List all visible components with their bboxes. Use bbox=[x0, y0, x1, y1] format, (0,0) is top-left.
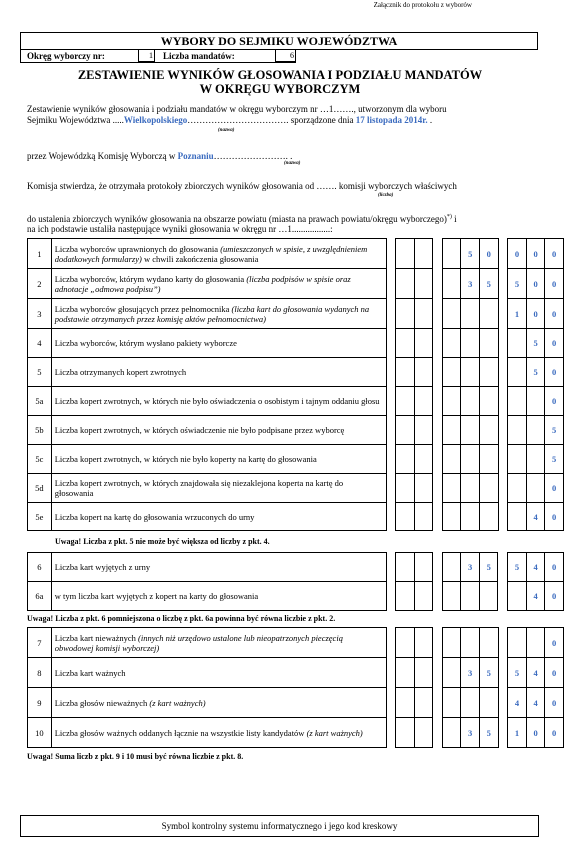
digit-cell: 5 bbox=[479, 553, 498, 582]
digit-cell: 5 bbox=[526, 358, 545, 387]
digit-cell: 4 bbox=[526, 582, 545, 611]
spacer-cell bbox=[433, 299, 443, 329]
digit-cell bbox=[480, 358, 499, 387]
row-description: Liczba kopert zwrotnych, w których znajdowała się niezaklejona koperta na kartę do głosowania bbox=[51, 474, 386, 503]
spacer-cell bbox=[386, 269, 396, 299]
digit-cell bbox=[508, 628, 527, 658]
digit-cell bbox=[461, 582, 480, 611]
spacer-cell bbox=[498, 718, 508, 748]
digit-cell bbox=[396, 387, 414, 416]
digit-cell bbox=[443, 239, 461, 269]
results-table-a bbox=[27, 238, 564, 531]
date-value: 17 listopada 2014r. bbox=[355, 115, 428, 125]
spacer-cell bbox=[386, 416, 396, 445]
digit-cell bbox=[414, 329, 432, 358]
digit-cell bbox=[396, 474, 414, 503]
digit-cell: 5 bbox=[545, 416, 564, 445]
digit-cell bbox=[396, 239, 414, 269]
spacer-cell bbox=[498, 416, 508, 445]
digit-cell bbox=[396, 416, 414, 445]
table-row bbox=[28, 718, 564, 748]
spacer-cell bbox=[386, 503, 396, 531]
row-number: 10 bbox=[28, 718, 52, 748]
digit-cell: 0 bbox=[480, 239, 499, 269]
digit-cell: 0 bbox=[545, 239, 564, 269]
digit-cell bbox=[461, 299, 480, 329]
digit-cell bbox=[508, 329, 527, 358]
spacer-cell bbox=[386, 299, 396, 329]
digit-cell: 1 bbox=[508, 299, 527, 329]
intro-line: Zestawienie wyników głosowania i podziału mandatów w okręgu wyborczym nr …1……., utworzonym dla wyboru bbox=[27, 104, 447, 114]
digit-cell bbox=[526, 416, 545, 445]
section-heading bbox=[30, 68, 530, 96]
row-number: 9 bbox=[28, 688, 52, 718]
digit-cell bbox=[526, 628, 545, 658]
row-description: Liczba głosów ważnych oddanych łącznie na wszystkie listy kandydatów (z kart ważnych) bbox=[51, 718, 386, 748]
row-number: 6a bbox=[28, 582, 52, 611]
digit-cell bbox=[414, 553, 432, 582]
row-number: 1 bbox=[28, 239, 52, 269]
row-description: Liczba otrzymanych kopert zwrotnych bbox=[51, 358, 386, 387]
note-2: Uwaga! Liczba z pkt. 6 pomniejszona o liczbę z pkt. 6a powinna być równa liczbie z pkt. 2. bbox=[27, 614, 336, 623]
row-number: 7 bbox=[28, 628, 52, 658]
digit-cell bbox=[414, 269, 432, 299]
row-number: 5e bbox=[28, 503, 52, 531]
spacer-cell bbox=[386, 553, 396, 582]
digit-cell: 4 bbox=[526, 503, 545, 531]
row-description: Liczba kart ważnych bbox=[51, 658, 386, 688]
digit-cell bbox=[508, 416, 527, 445]
spacer-cell bbox=[433, 416, 443, 445]
digit-cell: 3 bbox=[461, 269, 480, 299]
digit-cell bbox=[442, 553, 460, 582]
digit-cell bbox=[442, 582, 460, 611]
digit-cell: 3 bbox=[461, 718, 480, 748]
digit-cell bbox=[461, 387, 480, 416]
digit-cell: 0 bbox=[545, 299, 564, 329]
digit-cell bbox=[442, 718, 460, 748]
digit-cell bbox=[396, 688, 414, 718]
digit-cell bbox=[526, 445, 545, 474]
spacer-cell bbox=[386, 658, 396, 688]
digit-cell bbox=[396, 299, 414, 329]
digit-cell bbox=[461, 445, 480, 474]
digit-cell bbox=[480, 445, 499, 474]
row-number: 6 bbox=[28, 553, 52, 582]
digit-cell: 5 bbox=[526, 329, 545, 358]
row-number: 2 bbox=[28, 269, 52, 299]
digit-cell bbox=[461, 688, 480, 718]
label-liczba: (liczba) bbox=[378, 193, 394, 198]
digit-cell bbox=[443, 503, 461, 531]
digit-cell: 4 bbox=[526, 688, 545, 718]
row-description: Liczba kopert zwrotnych, w których nie było koperty na kartę do głosowania bbox=[51, 445, 386, 474]
spacer-cell bbox=[386, 628, 396, 658]
row-description: Liczba kart nieważnych (innych niż urzędowo ustalone lub nieopatrzonych pieczęcią obwodowej komisji wyborczej) bbox=[51, 628, 386, 658]
digit-cell bbox=[442, 658, 460, 688]
digit-cell bbox=[414, 718, 432, 748]
spacer-cell bbox=[498, 582, 508, 611]
digit-cell: 3 bbox=[461, 658, 480, 688]
results-table-c bbox=[27, 627, 564, 748]
digit-cell: 4 bbox=[526, 658, 545, 688]
spacer-cell bbox=[498, 269, 508, 299]
digit-cell bbox=[443, 445, 461, 474]
digit-cell bbox=[414, 503, 432, 531]
digit-cell bbox=[414, 239, 432, 269]
table-row bbox=[28, 269, 564, 299]
digit-cell: 0 bbox=[545, 553, 564, 582]
mandates-label: Liczba mandatów: bbox=[163, 51, 235, 61]
row-number: 5 bbox=[28, 358, 52, 387]
digit-cell bbox=[396, 718, 414, 748]
digit-cell bbox=[508, 387, 527, 416]
row-description: Liczba kopert zwrotnych, w których nie było oświadczenia o osobistym i tajnym oddaniu głosu bbox=[51, 387, 386, 416]
digit-cell bbox=[508, 582, 527, 611]
table-row bbox=[28, 416, 564, 445]
table-row bbox=[28, 628, 564, 658]
digit-cell bbox=[442, 628, 460, 658]
digit-cell: 5 bbox=[479, 718, 498, 748]
intro-paragraph-2: przez Wojewódzką Komisję Wyborczą w Poznaniu……………………. . bbox=[27, 151, 293, 161]
spacer-cell bbox=[433, 503, 443, 531]
digit-cell: 0 bbox=[545, 718, 564, 748]
row-description: Liczba kopert zwrotnych, w których oświadczenie nie było podpisane przez wyborcę bbox=[51, 416, 386, 445]
digit-cell: 0 bbox=[526, 269, 545, 299]
table-row bbox=[28, 474, 564, 503]
digit-cell bbox=[414, 299, 432, 329]
spacer-cell bbox=[386, 582, 396, 611]
digit-cell bbox=[480, 299, 499, 329]
digit-cell bbox=[396, 503, 414, 531]
barcode-box: Symbol kontrolny systemu informatycznego i jego kod kreskowy bbox=[20, 815, 539, 837]
row-number: 5d bbox=[28, 474, 52, 503]
spacer-cell bbox=[386, 358, 396, 387]
label-nazwa-2: (nazwa) bbox=[284, 161, 301, 166]
spacer-cell bbox=[498, 387, 508, 416]
district-label: Okręg wyborczy nr: bbox=[27, 51, 105, 61]
row-description: Liczba wyborców, którym wysłano pakiety wyborcze bbox=[51, 329, 386, 358]
table-row bbox=[28, 299, 564, 329]
row-description: Liczba głosów nieważnych (z kart ważnych) bbox=[51, 688, 386, 718]
spacer-cell bbox=[433, 688, 443, 718]
digit-cell bbox=[443, 416, 461, 445]
spacer-cell bbox=[498, 445, 508, 474]
digit-cell bbox=[414, 358, 432, 387]
digit-cell bbox=[396, 445, 414, 474]
digit-cell bbox=[480, 329, 499, 358]
row-number: 4 bbox=[28, 329, 52, 358]
digit-cell bbox=[396, 329, 414, 358]
digit-cell: 0 bbox=[545, 329, 564, 358]
spacer-cell bbox=[386, 688, 396, 718]
table-row bbox=[28, 688, 564, 718]
digit-cell bbox=[480, 474, 499, 503]
digit-cell bbox=[442, 688, 460, 718]
document-title: WYBORY DO SEJMIKU WOJEWÓDZTWA bbox=[20, 32, 538, 50]
digit-cell bbox=[443, 387, 461, 416]
row-description: Liczba wyborców, którym wydano karty do głosowania (liczba podpisów w spisie oraz adnotacje „odmowa podpisu”) bbox=[51, 269, 386, 299]
digit-cell: 0 bbox=[526, 299, 545, 329]
table-row bbox=[28, 658, 564, 688]
table-row bbox=[28, 503, 564, 531]
spacer-cell bbox=[498, 553, 508, 582]
digit-cell bbox=[396, 358, 414, 387]
intro-paragraph-5: na ich podstawie ustaliła następujące wyniki głosowania w okręgu nr …1.................: bbox=[27, 224, 333, 234]
digit-cell bbox=[443, 358, 461, 387]
spacer-cell bbox=[498, 688, 508, 718]
spacer-cell bbox=[498, 358, 508, 387]
intro-paragraph-4: do ustalenia zbiorczych wyników głosowania na obszarze powiatu (miasta na prawach powiatu/okręgu wyborczego)*) i bbox=[27, 214, 457, 224]
digit-cell bbox=[479, 688, 498, 718]
digit-cell: 4 bbox=[526, 553, 545, 582]
district-number: 1 bbox=[138, 49, 155, 62]
spacer-cell bbox=[433, 582, 443, 611]
spacer-cell bbox=[433, 628, 443, 658]
table-row bbox=[28, 445, 564, 474]
row-number: 3 bbox=[28, 299, 52, 329]
digit-cell bbox=[414, 474, 432, 503]
spacer-cell bbox=[498, 503, 508, 531]
digit-cell bbox=[396, 582, 414, 611]
digit-cell: 5 bbox=[545, 445, 564, 474]
digit-cell bbox=[479, 582, 498, 611]
digit-cell: 0 bbox=[526, 239, 545, 269]
row-description: Liczba wyborców uprawnionych do głosowania (umieszczonych w spisie, z uwzględnieniem dodatkowych formularzy) w chwili zakończenia głosowania bbox=[51, 239, 386, 269]
digit-cell: 5 bbox=[508, 269, 527, 299]
digit-cell: 0 bbox=[545, 628, 564, 658]
table-row bbox=[28, 239, 564, 269]
spacer-cell bbox=[386, 329, 396, 358]
digit-cell bbox=[414, 416, 432, 445]
spacer-cell bbox=[498, 239, 508, 269]
spacer-cell bbox=[433, 718, 443, 748]
digit-cell bbox=[443, 299, 461, 329]
digit-cell: 0 bbox=[545, 503, 564, 531]
digit-cell bbox=[508, 445, 527, 474]
mandates-number: 6 bbox=[275, 49, 296, 62]
spacer-cell bbox=[498, 658, 508, 688]
digit-cell bbox=[414, 628, 432, 658]
digit-cell bbox=[414, 688, 432, 718]
spacer-cell bbox=[433, 445, 443, 474]
digit-cell bbox=[526, 387, 545, 416]
digit-cell bbox=[414, 582, 432, 611]
digit-cell bbox=[461, 358, 480, 387]
spacer-cell bbox=[498, 329, 508, 358]
table-row bbox=[28, 582, 564, 611]
spacer-cell bbox=[386, 387, 396, 416]
digit-cell bbox=[396, 553, 414, 582]
spacer-cell bbox=[498, 474, 508, 503]
heading-line-1: ZESTAWIENIE WYNIKÓW GŁOSOWANIA I PODZIAŁU MANDATÓW bbox=[77, 68, 483, 82]
digit-cell: 3 bbox=[461, 553, 480, 582]
digit-cell bbox=[396, 658, 414, 688]
table-row bbox=[28, 553, 564, 582]
digit-cell bbox=[508, 474, 527, 503]
attachment-note: Załącznik do protokołu z wyborów bbox=[373, 1, 472, 9]
digit-cell: 5 bbox=[480, 269, 499, 299]
digit-cell: 5 bbox=[508, 658, 527, 688]
digit-cell: 0 bbox=[545, 474, 564, 503]
digit-cell bbox=[396, 628, 414, 658]
table-row bbox=[28, 329, 564, 358]
row-description: w tym liczba kart wyjętych z kopert na karty do głosowania bbox=[51, 582, 386, 611]
row-number: 8 bbox=[28, 658, 52, 688]
note-3: Uwaga! Suma liczb z pkt. 9 i 10 musi być równa liczbie z pkt. 8. bbox=[27, 752, 244, 761]
digit-cell bbox=[461, 628, 480, 658]
label-nazwa-1: (nazwa) bbox=[218, 128, 235, 133]
row-description: Liczba kart wyjętych z urny bbox=[51, 553, 386, 582]
digit-cell bbox=[461, 416, 480, 445]
spacer-cell bbox=[386, 474, 396, 503]
row-description: Liczba kopert na kartę do głosowania wrzuconych do urny bbox=[51, 503, 386, 531]
district-header bbox=[20, 50, 296, 63]
region-value: Wielkopolskiego bbox=[123, 115, 188, 125]
spacer-cell bbox=[433, 239, 443, 269]
spacer-cell bbox=[386, 718, 396, 748]
digit-cell bbox=[396, 269, 414, 299]
digit-cell bbox=[414, 658, 432, 688]
city-value: Poznaniu bbox=[177, 151, 214, 161]
digit-cell bbox=[443, 474, 461, 503]
digit-cell: 1 bbox=[508, 718, 527, 748]
digit-cell bbox=[461, 503, 480, 531]
spacer-cell bbox=[498, 299, 508, 329]
digit-cell: 0 bbox=[545, 269, 564, 299]
digit-cell: 0 bbox=[526, 718, 545, 748]
spacer-cell bbox=[433, 474, 443, 503]
table-row bbox=[28, 387, 564, 416]
digit-cell: 4 bbox=[508, 688, 527, 718]
digit-cell bbox=[508, 358, 527, 387]
note-1: Uwaga! Liczba z pkt. 5 nie może być większa od liczby z pkt. 4. bbox=[55, 537, 270, 546]
intro-paragraph-1 bbox=[27, 104, 547, 126]
row-description: Liczba wyborców głosujących przez pełnomocnika (liczba kart do głosowania wydanych na podstawie otrzymanych przez komisję aktów pełnomocnictwa) bbox=[51, 299, 386, 329]
results-table-b bbox=[27, 552, 564, 611]
spacer-cell bbox=[386, 445, 396, 474]
digit-cell bbox=[414, 445, 432, 474]
row-number: 5b bbox=[28, 416, 52, 445]
digit-cell bbox=[461, 474, 480, 503]
row-number: 5c bbox=[28, 445, 52, 474]
spacer-cell bbox=[433, 658, 443, 688]
heading-line-2: W OKRĘGU WYBORCZYM bbox=[199, 82, 361, 96]
digit-cell: 0 bbox=[545, 658, 564, 688]
spacer-cell bbox=[433, 269, 443, 299]
digit-cell bbox=[480, 503, 499, 531]
digit-cell: 0 bbox=[545, 688, 564, 718]
digit-cell bbox=[443, 329, 461, 358]
intro-line: Sejmiku Województwa .....Wielkopolskiego……………………………. sporządzone dnia 17 listopada 2014r. . bbox=[27, 115, 433, 125]
digit-cell: 5 bbox=[479, 658, 498, 688]
digit-cell bbox=[480, 387, 499, 416]
digit-cell bbox=[526, 474, 545, 503]
digit-cell bbox=[508, 503, 527, 531]
digit-cell bbox=[414, 387, 432, 416]
digit-cell bbox=[461, 329, 480, 358]
digit-cell bbox=[480, 416, 499, 445]
spacer-cell bbox=[433, 387, 443, 416]
table-row bbox=[28, 358, 564, 387]
spacer-cell bbox=[498, 628, 508, 658]
intro-paragraph-3: Komisja stwierdza, że otrzymała protokoły zbiorczych wyników głosowania od ……. komisji wyborczych właściwych bbox=[27, 181, 457, 191]
spacer-cell bbox=[433, 358, 443, 387]
digit-cell: 0 bbox=[545, 358, 564, 387]
digit-cell bbox=[479, 628, 498, 658]
spacer-cell bbox=[433, 329, 443, 358]
digit-cell: 0 bbox=[545, 387, 564, 416]
spacer-cell bbox=[433, 553, 443, 582]
digit-cell: 5 bbox=[508, 553, 527, 582]
spacer-cell bbox=[386, 239, 396, 269]
digit-cell bbox=[443, 269, 461, 299]
row-number: 5a bbox=[28, 387, 52, 416]
digit-cell: 5 bbox=[461, 239, 480, 269]
digit-cell: 0 bbox=[508, 239, 527, 269]
digit-cell: 0 bbox=[545, 582, 564, 611]
